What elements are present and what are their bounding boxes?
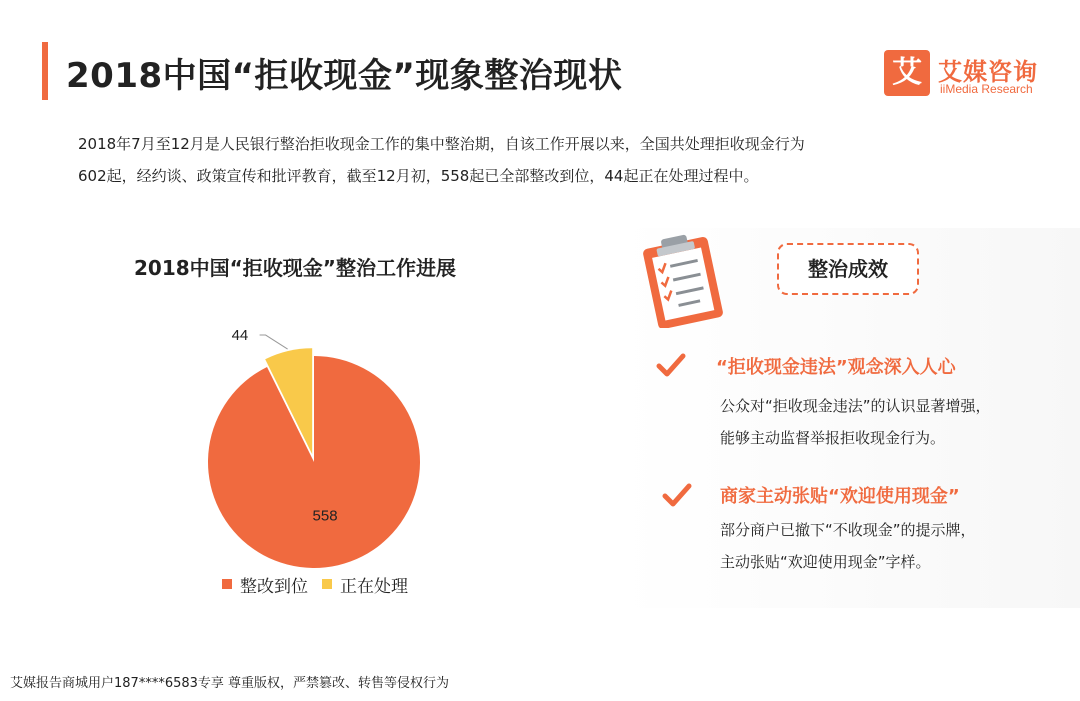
check-mark-icon: [662, 482, 692, 508]
intro-line-2: 602起，经约谈、政策宣传和批评教育，截至12月初，558起已全部整改到位，44起正在处理过程中。: [78, 167, 759, 185]
intro-line-1: 2018年7月至12月是人民银行整治拒收现金工作的集中整治期，自该工作开展以来，全国共处理拒收现金行为: [78, 135, 805, 153]
chart-title: 2018中国“拒收现金”整治工作进展: [134, 256, 456, 280]
result-point-desc-1: [720, 390, 991, 454]
brand-logo: [884, 50, 1064, 102]
legend-swatch-processing: [322, 579, 332, 589]
title-accent-bar: [42, 42, 48, 100]
legend-swatch-done: [222, 579, 232, 589]
result-point-desc-2-line-1: 部分商户已撤下“不收现金”的提示牌，: [720, 521, 976, 539]
data-label-leader-line: [260, 335, 288, 349]
data-label-processing: 44: [231, 327, 249, 345]
legend-item-processing: [322, 572, 408, 597]
data-label-done: 558: [312, 507, 338, 525]
result-point-title-1: “拒收现金违法”观念深入人心: [716, 357, 956, 378]
logo-name-en: iiMedia Research: [940, 82, 1033, 96]
logo-glyph: 艾: [892, 55, 922, 90]
legend-item-done: [222, 572, 308, 597]
check-mark-icon: [656, 352, 686, 378]
result-point-desc-1-line-2: 能够主动监督举报拒收现金行为。: [720, 429, 946, 447]
page-title: 2018中国“拒收现金”现象整治现状: [66, 56, 623, 96]
logo-name-cn: 艾媒咨询: [938, 58, 1038, 86]
result-point-desc-2-line-2: 主动张贴“欢迎使用现金”字样。: [720, 553, 931, 571]
clipboard-checklist-icon: [628, 228, 738, 328]
results-heading: 整治成效: [777, 243, 919, 295]
chart-legend: [222, 572, 408, 596]
legend-label-processing: 正在处理: [340, 576, 408, 597]
intro-paragraph: [78, 128, 978, 192]
result-point-desc-2: [720, 514, 976, 578]
result-point-desc-1-line-1: 公众对“拒收现金违法”的认识显著增强，: [720, 397, 991, 415]
pie-slice-done: [208, 356, 420, 568]
legend-label-done: 整改到位: [240, 576, 308, 597]
result-point-title-2: 商家主动张贴“欢迎使用现金”: [720, 486, 960, 507]
footer-copyright: 艾媒报告商城用户187****6583专享 尊重版权，严禁篡改、转售等侵权行为: [10, 676, 450, 691]
pie-chart: [180, 310, 460, 580]
